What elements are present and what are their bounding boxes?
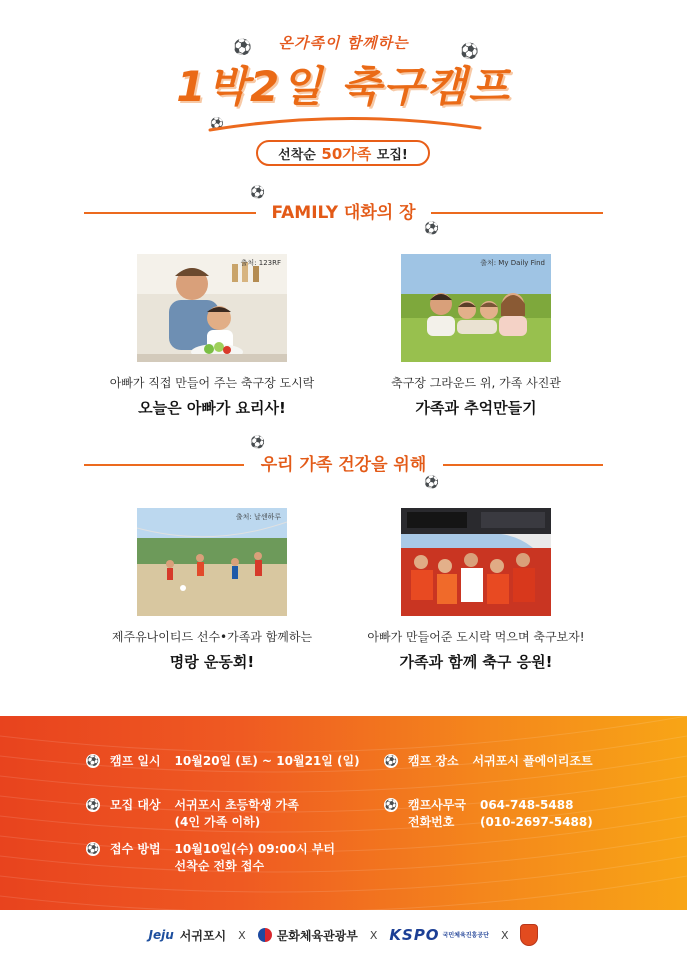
info-target	[86, 797, 299, 831]
sponsor-separator: X	[500, 928, 509, 942]
soccer-ball-icon: ⚽	[233, 38, 252, 56]
sponsor-separator: X	[369, 928, 378, 942]
info-label: 캠프 일시	[110, 754, 161, 768]
soccer-ball-icon: ⚽	[424, 221, 439, 235]
sponsor-separator: X	[238, 928, 246, 942]
info-value	[480, 797, 593, 831]
ministry-logo	[258, 927, 358, 944]
section-header-health	[0, 450, 687, 480]
card-description: 제주유나이티드 선수•가족과 함께하는	[111, 630, 313, 644]
photo-credit: 출처: 날센하루	[235, 513, 281, 521]
club-logo	[520, 924, 538, 946]
club-emblem-icon	[520, 924, 538, 946]
recruit-suffix: 모집!	[376, 147, 408, 163]
cooking-photo	[137, 254, 287, 362]
card-description: 축구장 그라운드 위, 가족 사진관	[391, 376, 561, 390]
info-value-line: 선착순 전화 접수	[174, 859, 265, 873]
info-value	[175, 841, 335, 875]
soccer-ball-icon: ⚽	[384, 755, 398, 767]
card-headline: 가족과 함께 축구 응원!	[399, 653, 553, 671]
kspo-wordmark: KSPO	[389, 926, 440, 944]
title-swoosh	[200, 112, 490, 136]
poster-kicker: 온가족이 함께하는	[278, 34, 409, 52]
info-value: 10월20일 (토) ~ 10월21일 (일)	[174, 754, 360, 768]
camp-info-band	[0, 716, 687, 910]
activity-card	[336, 508, 616, 672]
card-headline: 명랑 운동회!	[169, 653, 255, 671]
card-headline: 오늘은 아빠가 요리사!	[138, 399, 286, 417]
info-value-line: 서귀포시 초등학생 가족	[174, 798, 299, 812]
info-office	[384, 797, 593, 831]
seogwipo-logo	[149, 927, 227, 944]
soccer-ball-icon: ⚽	[86, 843, 100, 855]
info-label-line: 전화번호	[408, 815, 455, 829]
activity-card	[336, 254, 616, 418]
jeju-logo: Jeju	[148, 928, 174, 942]
kspo-subtitle: 국민체육진흥공단	[442, 931, 489, 939]
activity-card	[72, 508, 352, 672]
info-camp-dates	[86, 753, 360, 770]
ministry-emblem-icon	[258, 928, 272, 942]
family-photo	[401, 254, 551, 362]
sports-day-photo	[137, 508, 287, 616]
soccer-ball-icon: ⚽	[424, 475, 439, 489]
info-label-line: 캠프사무국	[408, 798, 466, 812]
section-title: FAMILY 대화의 장	[271, 203, 416, 223]
sponsor-footer	[0, 910, 687, 960]
ministry-name: 문화체육관광부	[276, 928, 358, 943]
info-label	[408, 797, 466, 831]
card-headline: 가족과 추억만들기	[415, 399, 537, 417]
info-place	[384, 753, 593, 770]
soccer-ball-icon: ⚽	[460, 42, 479, 60]
soccer-ball-icon: ⚽	[86, 755, 100, 767]
recruit-prefix: 선착순	[278, 147, 316, 163]
recruit-number: 50가족	[321, 144, 372, 163]
info-label: 접수 방법	[110, 842, 161, 856]
seogwipo-name: 서귀포시	[179, 928, 227, 943]
info-value-line: 10월10일(수) 09:00시 부터	[174, 842, 336, 856]
recruit-badge	[256, 140, 430, 166]
info-value-line: (4인 가족 이하)	[174, 815, 261, 829]
soccer-ball-icon: ⚽	[86, 799, 100, 811]
section-header-family	[0, 198, 687, 228]
section-title: 우리 가족 건강을 위해	[260, 455, 427, 475]
info-apply	[86, 841, 335, 875]
info-value	[175, 797, 299, 831]
photo-credit: 출처: My Daily Find	[480, 259, 545, 267]
soccer-ball-icon: ⚽	[250, 435, 265, 449]
office-phone: 064-748-5488	[479, 798, 574, 812]
soccer-ball-icon: ⚽	[384, 799, 398, 811]
activity-card	[72, 254, 352, 418]
poster-title: 1박2일 축구캠프	[176, 62, 511, 111]
info-label: 모집 대상	[110, 798, 161, 812]
kspo-logo	[389, 926, 489, 944]
card-description: 아빠가 직접 만들어 주는 축구장 도시락	[109, 376, 315, 390]
info-label: 캠프 장소	[408, 754, 459, 768]
info-value: 서귀포시 플에이리조트	[472, 754, 593, 768]
card-description: 아빠가 만들어준 도시락 먹으며 축구보자!	[367, 630, 585, 644]
soccer-ball-icon: ⚽	[250, 185, 265, 199]
soccer-ball-icon: ⚽	[210, 117, 224, 130]
photo-credit: 출처: 123RF	[240, 259, 281, 267]
stadium-cheer-photo	[401, 508, 551, 616]
office-mobile: (010-2697-5488)	[479, 815, 593, 829]
